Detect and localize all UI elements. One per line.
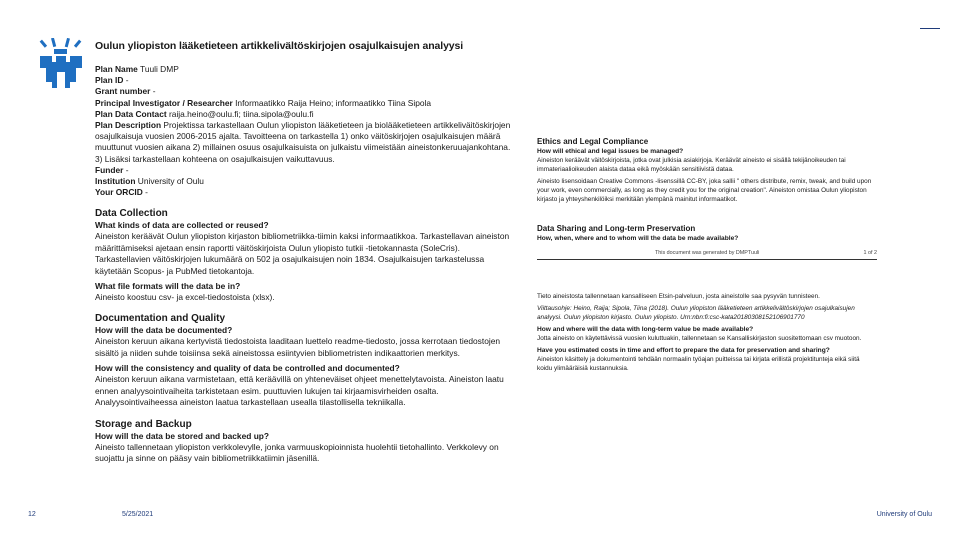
university-logo	[38, 38, 84, 88]
costs-answer: Aineiston käsittely ja dokumentointi tehdään normaalin työajan puitteissa tai kirjata erillistä projektitunteja eikä siitä koidu ylimääräisiä kustannuksia.	[537, 356, 860, 372]
page-of-text: 1 of 2	[863, 250, 877, 256]
generated-by-text: This document was generated by DMPTuuli	[655, 250, 760, 256]
funder-field: Funder -	[95, 164, 129, 175]
tower-logo-icon	[38, 38, 84, 88]
question: How will the data be stored and backed up?	[95, 430, 270, 441]
section-data-collection	[95, 208, 515, 303]
document-title: Oulun yliopiston lääketieteen artikkelivältöskirjojen osajulkaisujen analyysi	[95, 40, 464, 52]
answer: Aineiston keruun aikana kertyvistä tiedostoista laaditaan luettelo readme-tiedosto, jossa kerrotaan tiedostojen sisältö ja niiden suhde toisiinsa sekä aineistossa esiintyvien bibliometristen indikaattorien merkitys.	[95, 336, 501, 358]
ethics-question: How will ethical and legal issues be managed?	[537, 148, 684, 155]
plan-fields	[95, 64, 515, 198]
ethics-section	[537, 137, 872, 207]
question: How will the data be documented?	[95, 325, 233, 336]
sharing-answer: Tieto aineistosta tallennetaan kansalliseen Etsin-palveluun, josta aineistolle saa pysyvän tunnisteen.	[537, 293, 820, 300]
page-footer-note	[537, 250, 877, 256]
header-accent-line	[920, 28, 940, 29]
sharing-section	[537, 224, 872, 243]
plan-id-field: Plan ID -	[95, 75, 129, 86]
principal-investigator-field: Principal Investigator / Researcher Informaatikko Raija Heino; informaatikko Tiina Sipola	[95, 97, 432, 108]
costs-question: Have you estimated costs in time and effort to prepare the data for preservation and sharing?	[537, 347, 830, 354]
sharing-question: How, when, where and to whom will the data be made available?	[537, 235, 739, 242]
sharing-title: Data Sharing and Long-term Preservation	[537, 224, 696, 233]
ethics-title: Ethics and Legal Compliance	[537, 137, 649, 146]
plan-data-contact-field: Plan Data Contact raija.heino@oulu.fi; tiina.sipola@oulu.fi	[95, 108, 314, 119]
section-storage-backup	[95, 419, 515, 465]
sharing-continued	[537, 292, 872, 376]
plan-description-field: Plan Description Projektissa tarkastellaan Oulun yliopiston lääketieteen ja biolääketieteen artikkeliväitöskirjojen osajulkaisuja vuosien 2006-2015 ajalta. Tavoitteena on tarkastella 1) onko väitöskirjojen osajulkaisujen määrä muuttunut vuosien aikana 2) millainen osuus osajulkaisuista on julkaistu viimeistään aineistonkeruuajankohtana. 3) Lisäksi tarkastellaan kohteena on osajulkaisujen vaikuttavuus.	[95, 120, 511, 164]
slide-organization: University of Oulu	[876, 511, 932, 518]
plan-document	[95, 40, 515, 468]
orcid-field: Your ORCID -	[95, 187, 148, 198]
section-title: Data Collection	[95, 208, 168, 220]
ethics-answer-2: Aineisto lisensoidaan Creative Commons -lisenssillä CC-BY, joka sallii " others distribute, remix, tweak, and build upon your work, even commercially, as long as they credit you for the original creation". Aineiston omistaa Oulun yliopiston kirjasto ja yhteyshenkilöiksi merkitään ylempänä mainitut informaatikot.	[537, 178, 872, 203]
section-title: Storage and Backup	[95, 418, 192, 430]
citation-answer: Viittausohje: Heino, Raija; Sipola, Tiina (2018). Oulun yliopiston lääketieteen artikkelivältöskirjojen osajulkaisujen analyysi. Oulun yliopiston kirjasto. Oulun yliopisto. Urn:nbn:fi:csc-kata20180308152106901770	[537, 305, 855, 321]
slide-date: 5/25/2021	[122, 511, 154, 518]
longterm-question: How and where will the data with long-term value be made available?	[537, 326, 754, 333]
answer: Aineiston keruun aikana varmistetaan, että keräävillä on yhteneväiset ohjeet menettelytavoista. Aineiston laatu ennen analyysointivaiheita tarkistetaan esim. puuttuvien lukujen tai kirjaamisvirheiden osalta. Analyysointivaiheessa aineiston laatua tarkastellaan usealla tilastollisella tekniikalla.	[95, 374, 504, 408]
answer: Aineisto tallennetaan yliopiston verkkolevylle, jonka varmuuskopioinnista huolehtii tietohallinto. Verkkolevy on suojattu ja sinne on pääsy vain bibliometriikkatiimin jäsenillä.	[95, 441, 499, 463]
question: What kinds of data are collected or reused?	[95, 220, 269, 231]
section-title: Documentation and Quality	[95, 313, 226, 325]
question: What file formats will the data be in?	[95, 281, 241, 292]
longterm-answer: Jotta aineisto on käytettävissä vuosien kuluttuakin, tallennetaan se Kansalliskirjaston suositettomaan csv muotoon.	[537, 335, 862, 342]
answer: Aineiston keräävät Oulun yliopiston kirjaston bibliometriikka-tiimin kaksi informaatikkoa. Tarkastellavan aineiston määrittämiseksi ajetaan ensin raportti väitöskirjoista Oulun yliopisto tutkii -tietokannasta (SoleCris). Tarkastellavien väitöskirjojen lukumäärä on 502 ja osajulkaisujen noin 1834. Osajulkaisujen tarkastelussa käytetään Scopus- ja PubMed tietokantoja.	[95, 231, 510, 276]
question: How will the consistency and quality of data be controlled and documented?	[95, 363, 400, 374]
plan-name-field: Plan Name Tuuli DMP	[95, 64, 179, 74]
slide-page-number: 12	[28, 511, 36, 518]
institution-field: Institution University of Oulu	[95, 176, 204, 187]
page-divider	[537, 259, 877, 260]
grant-number-field: Grant number -	[95, 86, 156, 97]
ethics-answer-1: Aineiston keräävät väitöskirjoista, jotka ovat julkisia asiakirjoja. Keräävät aineisto ei sisällä tekijänoikeuden tai immateriaalioikeuden alaista dataa eikä myöskään sensitiivistä dataa.	[537, 157, 846, 173]
section-documentation-quality	[95, 313, 515, 408]
answer: Aineisto koostuu csv- ja excel-tiedostoista (xlsx).	[95, 292, 275, 303]
